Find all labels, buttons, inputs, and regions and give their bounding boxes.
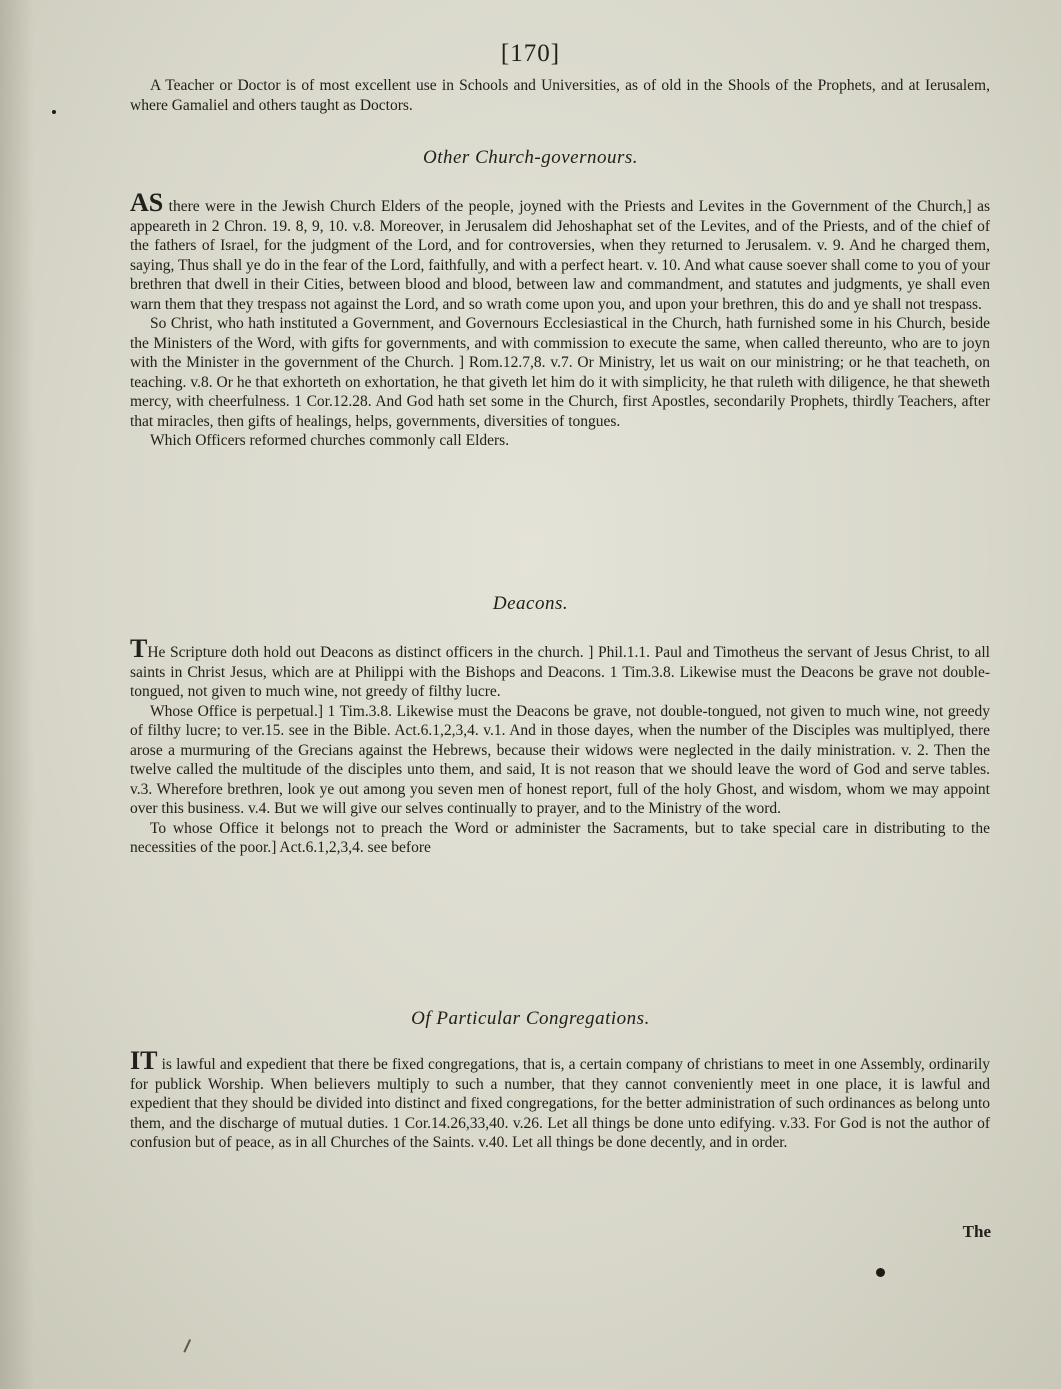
section-heading-particular-congregations: Of Particular Congregations. (411, 1008, 650, 1029)
section-heading-deacons: Deacons. (492, 593, 569, 614)
paragraph (130, 636, 990, 702)
paragraph (130, 1048, 990, 1153)
catchword: The (962, 1222, 991, 1241)
page-number: [170] (500, 40, 561, 67)
paragraph: To whose Office it belongs not to preach the Word or administer the Sacraments, but to take special care in distributing to the necessities of the poor.] Act.6.1,2,3,4. see before (130, 819, 990, 856)
section-heading-church-governours: Other Church-governours. (423, 147, 638, 168)
binding-shadow (0, 0, 34, 1389)
intro-paragraph: A Teacher or Doctor is of most excellent use in Schools and Universities, as of old in the Shools of the Prophets, and at Ierusalem, where Gamaliel and others taught as Doctors. (130, 77, 990, 114)
paragraph: Which Officers reformed churches commonly call Elders. (150, 432, 510, 449)
ink-spot (876, 1268, 885, 1277)
drop-cap: T (130, 634, 148, 663)
paragraph-text: there were in the Jewish Church Elders of the people, joyned with the Priests and Levites in the Government of the Church,] as appeareth in 2 Chron. 19. 8, 9, 10. v.8. Moreover, in Jerusalem did Jehoshaphat set of the Levites, and of the Priests, and of the chief of the fathers of Israel, for the judgment of the Lord, and for controversies, when they returned to Jerusalem. v. 9. And he charged them, saying, Thus shall ye do in the fear of the Lord, faithfully, and with a perfect heart. v. 10. And what cause soever shall come to you of your brethren that dwell in their Cities, between blood and blood, between law and commandment, and statutes and judgments, ye shall even warn them that they trespass not against the Lord, and so wrath come upon you, and upon your brethren, this do and ye shall not trespass. (130, 198, 990, 313)
paper-mark (183, 1339, 190, 1352)
paragraph (130, 190, 990, 314)
paragraph: So Christ, who hath instituted a Government, and Governours Ecclesiastical in the Church, hath furnished some in his Church, beside the Ministers of the Word, with gifts for governments, and with commission to execute the same, when called thereunto, who are to joyn with the Minister in the government of the Church. ] Rom.12.7,8. v.7. Or Ministry, let us wait on our ministring; or he that teacheth, on teaching. v.8. Or he that exhorteth on exhortation, he that giveth let him do it with simplicity, he that ruleth with diligence, he that sheweth mercy, with cheerfulness. 1 Cor.12.28. And God hath set some in the Church, first Apostles, secondarily Prophets, thirdly Teachers, after that miracles, then gifts of healings, helps, governments, diversities of tongues. (130, 315, 990, 430)
section-deacons (130, 636, 990, 858)
section-church-governours (130, 190, 990, 451)
intro-block (130, 76, 990, 115)
drop-cap: AS (130, 188, 164, 217)
drop-cap: IT (130, 1046, 158, 1075)
paragraph: Whose Office is perpetual.] 1 Tim.3.8. Likewise must the Deacons be grave, not double-tongued, not given to much wine, not greedy of filthy lucre; to ver.15. see in the Bible. Act.6.1,2,3,4. v.1. And in those dayes, when the number of the Disciples was multiplyed, there arose a murmuring of the Grecians against the Hebrews, because their widows were neglected in the daily ministration. v. 2. Then the twelve called the multitude of the disciples unto them, and said, It is not reason that we should leave the word of God and serve tables. v.3. Wherefore brethren, look ye out among you seven men of honest report, full of the holy Ghost, and wisdom, whom we may appoint over this business. v.4. But we will give our selves continually to prayer, and to the Ministry of the word. (130, 702, 990, 817)
section-particular-congregations (130, 1048, 990, 1153)
ink-spot (52, 110, 56, 114)
paragraph-text: He Scripture doth hold out Deacons as distinct officers in the church. ] Phil.1.1. Paul and Timotheus the servant of Jesus Christ, to all saints in Christ Jesus, which are at Philippi with the Bishops and Deacons. 1 Tim.3.8. Likewise must the Deacons be grave not double-tongued, not given to much wine, not greedy of filthy lucre. (130, 644, 990, 700)
paragraph-text: is lawful and expedient that there be fixed congregations, that is, a certain company of christians to meet in one Assembly, ordinarily for publick Worship. When believers multiply to such a number, that they cannot conveniently meet in one place, it is lawful and expedient that they should be divided into distinct and fixed congregations, for the better administration of such ordinances as belong unto them, and the discharge of mutual duties. 1 Cor.14.26,33,40. v.26. Let all things be done unto edifying. v.33. For God is not the author of confusion but of peace, as in all Churches of the Saints. v.40. Let all things be done decently, and in order. (130, 1056, 990, 1151)
